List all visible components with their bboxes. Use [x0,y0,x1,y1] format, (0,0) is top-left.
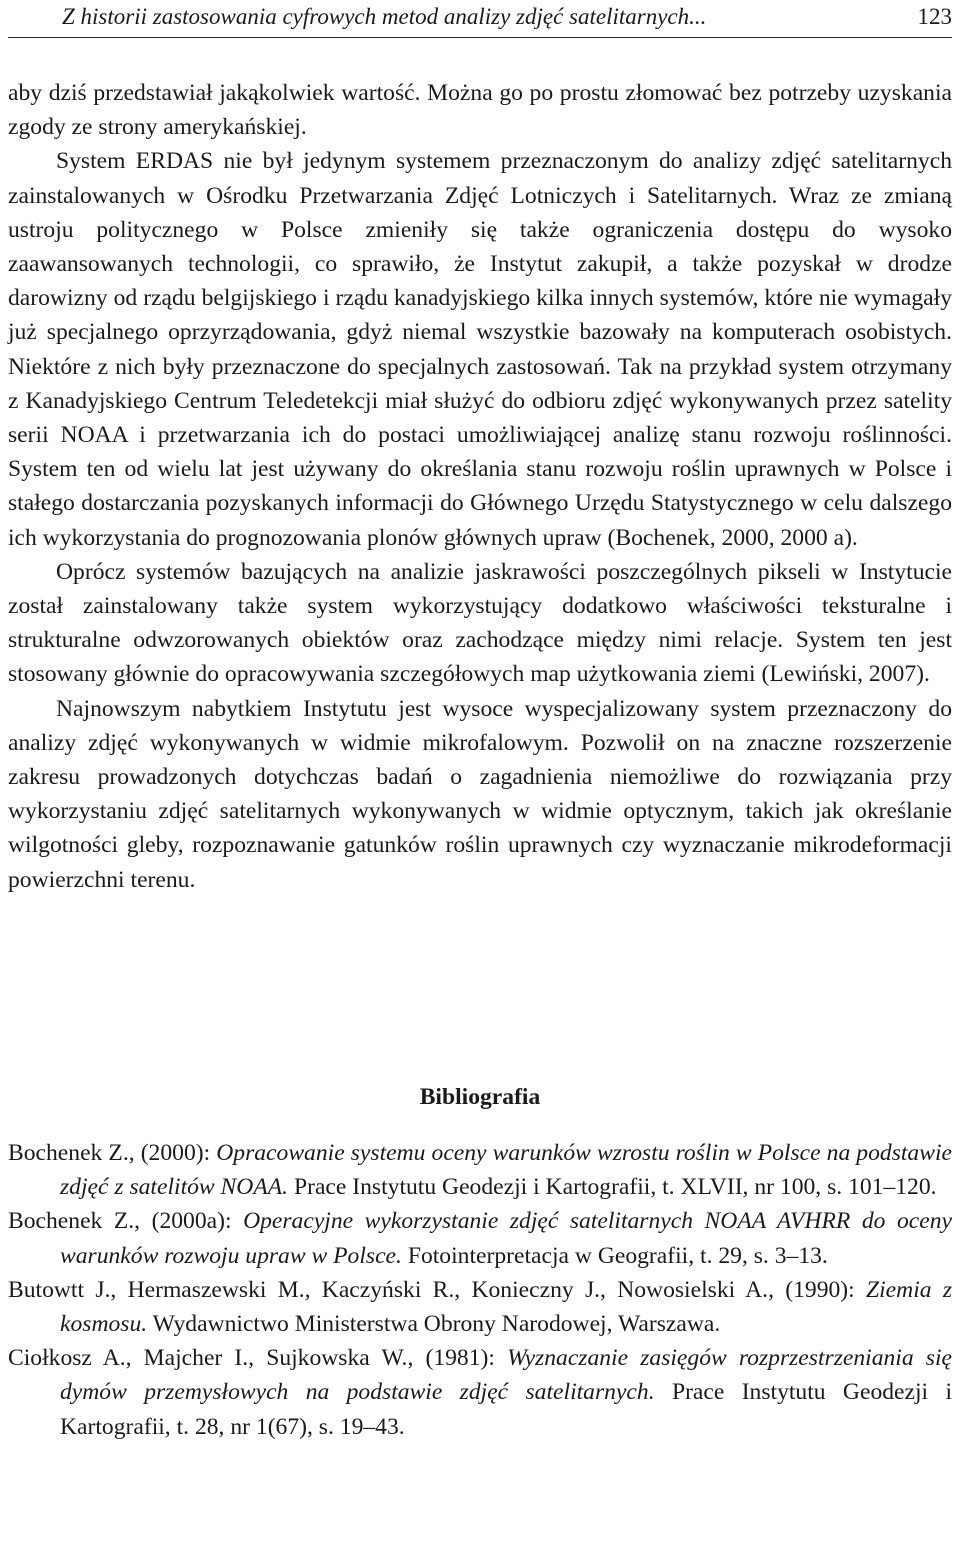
bibliography-entry [8,1204,952,1272]
entry-source: Prace Instytutu Geodezji i Kartografii, t. 28, nr 1(67), s. 19–43. [60,1379,952,1440]
entry-title: Opracowanie systemu oceny warunków wzrostu roślin w Polsce na podstawie zdjęć z satelitów NOAA. [60,1140,952,1201]
bibliography-entry [8,1273,952,1341]
entry-source: Fotointerpretacja w Geografii, t. 29, s. 3–13. [401,1242,828,1269]
entry-title: Ziemia z kosmosu. [60,1276,952,1338]
paragraph: aby dziś przedstawiał jakąkolwiek wartość. Można go po prostu złomować bez potrzeby uzyskania zgody ze strony amerykańskiej. [8,80,952,141]
paragraph: System ERDAS nie był jedynym systemem przeznaczonym do analizy zdjęć satelitarnych zainstalowanych w Ośrodku Przetwarzania Zdjęć Lotniczych i Satelitarnych. Wraz ze zmianą ustroju politycznego w Polsce zmieniły się także ograniczenia dostępu do wysoko zaawansowanych technologii, co sprawiło, że Instytut zakupił, a także pozyskał w drodze darowizny od rządu belgijskiego i rządu kanadyjskiego kilka innych systemów, które nie wymagały już specjalnego oprzyrządowania, gdyż niemal wszystkie bazowały na komputerach osobistych. Niektóre z nich były przeznaczone do specjalnych zastosowań. Tak na przykład system otrzymany z Kanadyjskiego Centrum Teledetekcji miał służyć do odbioru zdjęć wykonywanych przez satelity serii NOAA i przetwarzania ich do postaci umożliwiającej analizę stanu rozwoju roślinności. System ten od wielu lat jest używany do określania stanu rozwoju roślin uprawnych w Polsce i stałego dostarczania pozyskanych informacji do Głównego Urzędu Statystycznego w celu dalszego ich wykorzystania do prognozowania plonów głównych upraw (Bochenek, 2000, 2000 a). [8,148,952,551]
body-text [8,76,952,897]
entry-authors: Butowtt J., Hermaszewski M., Kaczyński R., Konieczny J., Nowosielski A., (1990): [8,1276,866,1303]
entry-authors: Bochenek Z., (2000a): [8,1208,244,1235]
header-rule [8,37,952,38]
entry-source: Prace Instytutu Geodezji i Kartografii, t. XLVII, nr 100, s. 101–120. [288,1174,937,1201]
bibliography-list [8,1136,952,1444]
page-number: 123 [917,4,952,29]
running-header [62,0,952,36]
paragraph: Najnowszym nabytkiem Instytutu jest wysoce wyspecjalizowany system przeznaczony do analizy zdjęć wykonywanych w widmie mikrofalowym. Pozwolił on na znaczne rozszerzenie zakresu prowadzonych dotychczas badań o zagadnienia niemożliwe do rozwiązania przy wykorzystaniu zdjęć satelitarnych wykonywanych w widmie optycznym, takich jak określanie wilgotności gleby, rozpoznawanie gatunków roślin uprawnych czy wyznaczanie mikrodeformacji powierzchni terenu. [8,695,952,893]
entry-authors: Ciołkosz A., Majcher I., Sujkowska W., (1981): [8,1345,508,1372]
paragraph: Oprócz systemów bazujących na analizie jaskrawości poszczególnych pikseli w Instytucie został zainstalowany także system wykorzystujący dodatkowo właściwości teksturalne i strukturalne odwzorowanych obiektów oraz zachodzące między nimi relacje. System ten jest stosowany głównie do opracowywania szczegółowych map użytkowania ziemi (Lewiński, 2007). [8,558,952,688]
entry-source: Wydawnictwo Ministerstwa Obrony Narodowej, Warszawa. [147,1311,721,1338]
bibliography-heading: Bibliografia [419,1084,541,1110]
bibliography-entry [8,1136,952,1204]
entry-title: Operacyjne wykorzystanie zdjęć satelitarnych NOAA AVHRR do oceny warunków rozwoju upraw w Polsce. [60,1208,952,1269]
entry-title: Wyznaczanie zasięgów rozprzestrzeniania się dymów przemysłowych na podstawie zdjęć satelitarnych. [60,1345,952,1406]
entry-authors: Bochenek Z., (2000): [8,1140,217,1166]
running-title: Z historii zastosowania cyfrowych metod analizy zdjęć satelitarnych... [62,4,707,29]
bibliography-entry [8,1341,952,1444]
